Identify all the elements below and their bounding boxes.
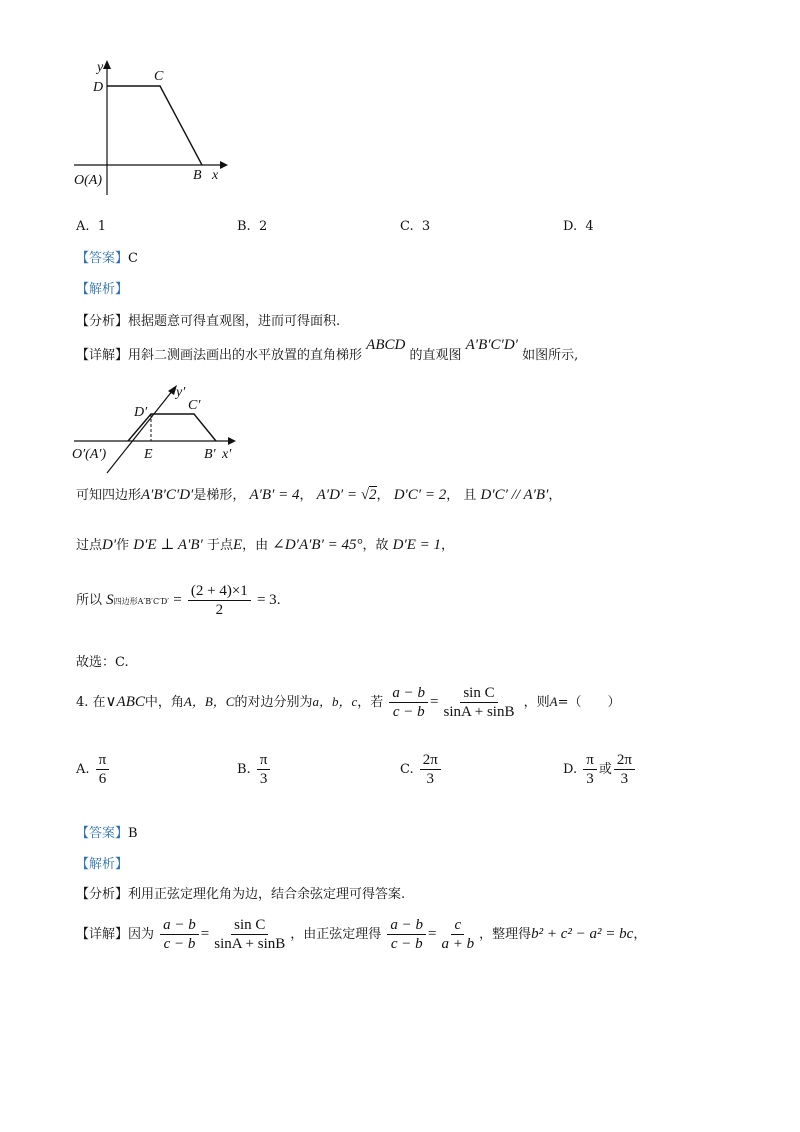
figure-trapezoid-original [60,55,240,195]
q3-xiangjie-line: 【详解】用斜二测画法画出的水平放置的直角梯形 ABCD 的直观图 A′B′C′D′ 如图所示, [76,337,579,363]
q3-line-trapezoid: 可知四边形A′B′C′D′是梯形， A′B′ = 4， A′D′ = √2， D′C′ = 2， 且 D′C′ // A′B′， [76,487,562,503]
q4-option-d: D. $\frac{\pi}{3}$ 或 $\frac{2\pi}{3}$ [563,752,637,787]
figure-trapezoid-oblique [70,378,260,478]
q3-line-perp: 过点D′作 D′E ⊥ A′B′ 于点E，由 ∠D′A′B′ = 45°，故 D′E = 1， [76,537,455,553]
answer-tag: 【答案】 [76,251,129,266]
q3-answer: 【答案】C [76,251,138,266]
q3-analysis-tag: 【解析】 [76,282,129,297]
q4-answer: 【答案】B [76,826,138,841]
q4-stem: 4. 在∨ABC中，角A，B，C的对边分别为a，b，c，若 $\frac{a - b}{c - b}$ = $\frac{\text{sin C}}{\sin A + \sin B}$ ，则A=（ ） [76,685,621,720]
q4-option-c: C. $\frac{2\pi}{3}$ [400,752,443,787]
point-b-label: B [193,168,202,183]
q3-conclusion: 故选：C. [76,655,129,670]
point-d-label: D [93,80,104,95]
point-b-prime-label: B′ [204,447,216,462]
point-c-label: C [154,69,164,84]
y-axis-arrow [103,60,111,69]
trapezoid-shape [107,86,202,165]
x-axis-label: x [212,168,219,183]
origin-prime-label: O′(A′) [72,447,107,462]
x-prime-label: x′ [222,447,232,462]
q4-option-b: B. $\frac{\pi}{3}$ [237,752,272,787]
point-e-label: E [144,447,153,462]
q3-option-c: C. 3 [400,219,431,234]
point-d-prime-label: D′ [134,405,148,420]
y-prime-label: y′ [176,385,186,400]
q4-option-a: A. $\frac{\pi}{6}$ [76,752,111,787]
origin-label: O(A) [74,173,102,188]
q4-xiangjie: 【详解】因为 $\frac{a - b}{c - b}$ = $\frac{\text{sin C}}{\sin A + \sin B}$ ，由正弦定理得 $\frac{a - b}{c - b}$ = $\frac{c}{a + b}$ ，整理得b² + c² − a² = bc， [76,917,647,952]
q3-option-a: A. 1 [76,219,107,234]
point-c-prime-label: C′ [188,398,201,413]
y-axis-label: y [97,60,104,75]
q3-option-b: B. 2 [237,219,268,234]
q3-option-d: D. 4 [563,219,594,234]
q4-analysis-tag: 【解析】 [76,857,129,872]
x-prime-axis-arrow [228,437,236,445]
q4-fenxi: 【分析】利用正弦定理化角为边，结合余弦定理可得答案. [76,887,406,902]
q3-fenxi: 【分析】根据题意可得直观图，进而可得面积. [76,314,341,329]
x-axis-arrow [220,161,228,169]
q3-line-area: 所以 S四边形A′B′C′D′ = $\frac{(2 + 4)\times 1}{2}$ = 3. [76,583,281,618]
y-prime-axis [107,390,173,473]
